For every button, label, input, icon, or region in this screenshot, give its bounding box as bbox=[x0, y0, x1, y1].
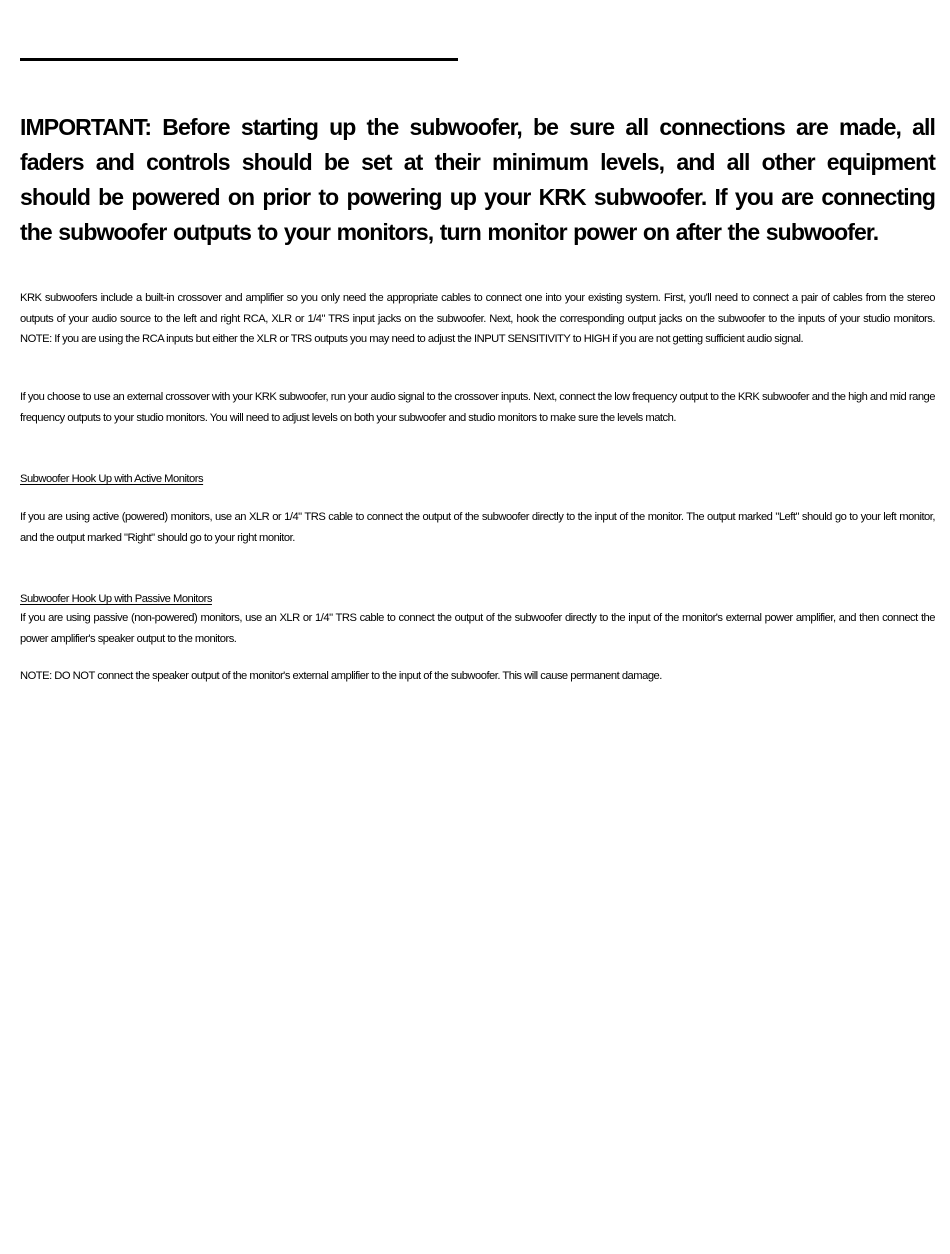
important-notice: IMPORTANT: Before starting up the subwoofer, be sure all connections are made, all faders and controls should be set at their minimum levels, and all other equipment should be powered on prior to powering up your KRK subwoofer. If you are connecting the subwoofer outputs to your monitors, turn monitor power on after the subwoofer. bbox=[20, 114, 935, 245]
active-monitors-paragraph: If you are using active (powered) monitors, use an XLR or 1/4" TRS cable to connect the output of the subwoofer directly to the input of the monitor. The output marked "Left" should go to your left monitor, and the output marked "Right" should go to your right monitor. bbox=[20, 511, 935, 544]
passive-monitors-heading: Subwoofer Hook Up with Passive Monitors bbox=[20, 593, 212, 605]
top-rule bbox=[20, 58, 458, 61]
passive-monitors-note: NOTE: DO NOT connect the speaker output of the monitor's external amplifier to the input of the subwoofer. This will cause permanent damage. bbox=[20, 670, 662, 682]
external-crossover-paragraph: If you choose to use an external crossover with your KRK subwoofer, run your audio signal to the crossover inputs. Next, connect the low frequency output to the KRK subwoofer and the high and mid range frequency outputs to your studio monitors. You will need to adjust levels on both your subwoofer and studio monitors to make sure the levels match. bbox=[20, 391, 935, 424]
intro-paragraph: KRK subwoofers include a built-in crossover and amplifier so you only need the appropriate cables to connect one into your existing system. First, you'll need to connect a pair of cables from the stereo outputs of your audio source to the left and right RCA, XLR or 1/4" TRS input jacks on the subwoofer. Next, hook the corresponding output jacks on the subwoofer to the inputs of your studio monitors. NOTE: If you are using the RCA inputs but either the XLR or TRS outputs you may need to adjust the INPUT SENSITIVITY to HIGH if you are not getting sufficient audio signal. bbox=[20, 292, 935, 345]
active-monitors-heading: Subwoofer Hook Up with Active Monitors bbox=[20, 473, 204, 485]
passive-monitors-paragraph: If you are using passive (non-powered) monitors, use an XLR or 1/4" TRS cable to connect the output of the subwoofer directly to the input of the monitor's external power amplifier, and then connect the power amplifier's speaker output to the monitors. bbox=[20, 612, 935, 645]
